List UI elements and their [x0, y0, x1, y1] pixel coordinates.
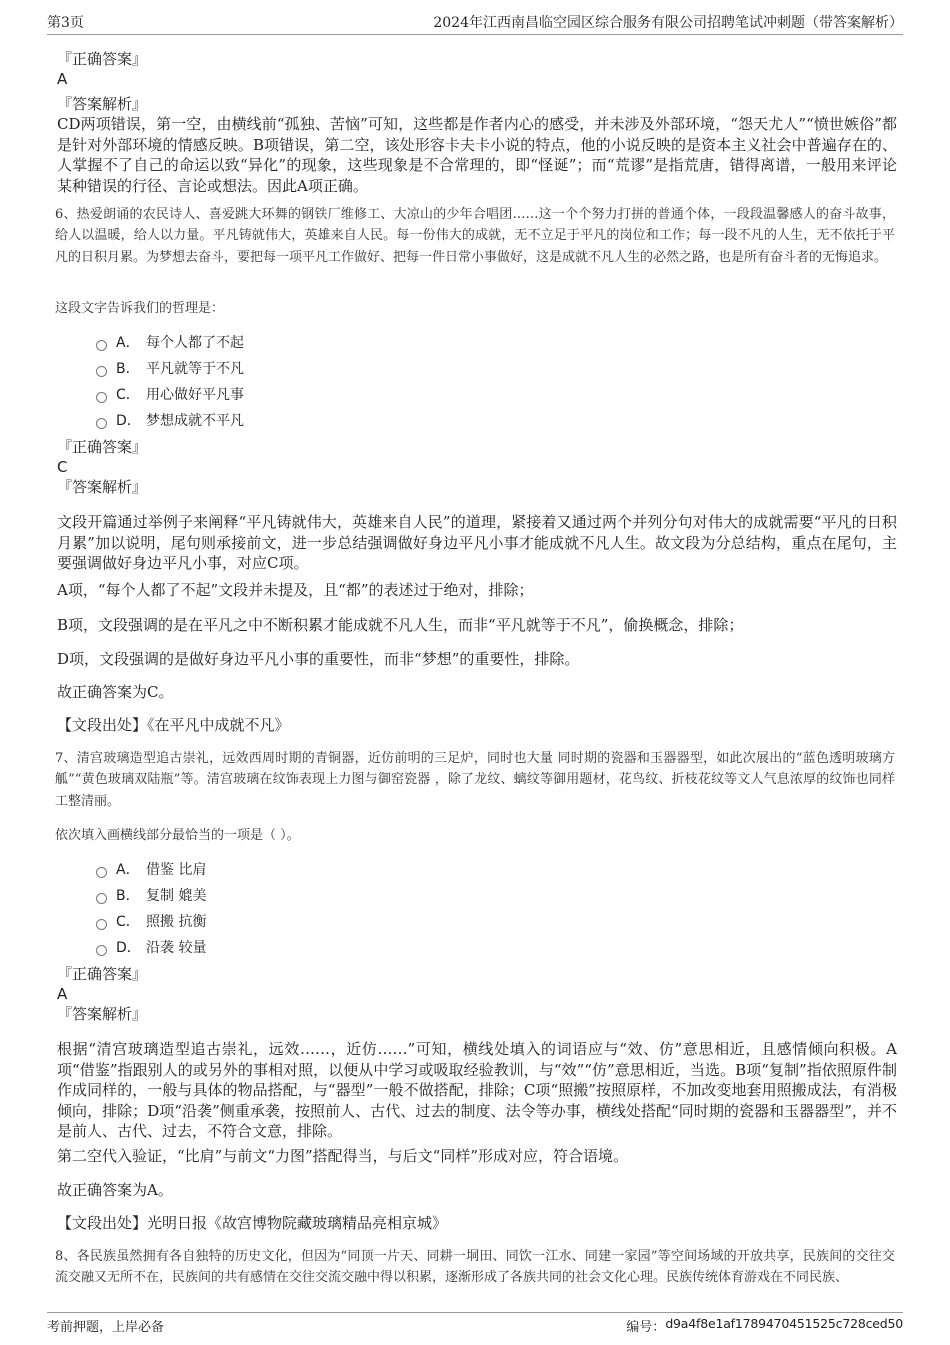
radio-icon[interactable]	[96, 867, 107, 878]
question-7-prompt: 依次填入画横线部分最恰当的一项是（ ）。	[55, 828, 300, 843]
footer-slogan: 考前押题，上岸必备	[47, 1320, 165, 1335]
footer-code	[626, 1316, 903, 1335]
option-label: C．	[116, 387, 140, 403]
option-text: 梦想成就不平凡	[146, 413, 244, 429]
option-text: 用心做好平凡事	[146, 387, 244, 403]
analysis-label: 『答案解析』	[57, 95, 148, 113]
option-text: 平凡就等于不凡	[146, 361, 244, 377]
radio-icon[interactable]	[96, 945, 107, 956]
q7-analysis-para-3: 故正确答案为A。	[57, 1181, 173, 1199]
q6-analysis-para-5: 故正确答案为C。	[57, 683, 174, 701]
option-label: B．	[116, 361, 140, 377]
q5-block	[57, 49, 897, 196]
answer-value: A	[57, 985, 68, 1003]
page-header	[47, 10, 903, 35]
answer-value: C	[57, 458, 68, 476]
option-label: D．	[116, 940, 141, 956]
option-label: A．	[116, 862, 140, 878]
radio-icon[interactable]	[96, 919, 107, 930]
q6-analysis-para-2: A项，“每个人都了不起”文段并未提及，且“都”的表述过于绝对，排除；	[57, 581, 534, 599]
q6-option-b[interactable]	[96, 358, 244, 378]
answer-value: A	[57, 70, 68, 88]
question-8-text: 8、各民族虽然拥有各自独特的历史文化，但因为“同顶一片天、同耕一垌田、同饮一江水、同建一家园”等空间场域的开放共享，民族间的交往交流交融又无所不在，民族间的共有感情在交往交流交融中得以积累，逐渐形成了各族共同的社会文化心理。民族传统体育游戏在不同民族、	[55, 1249, 895, 1286]
code-value: d9a4f8e1af1789470451525c728ced50	[665, 1316, 903, 1331]
question-6-prompt: 这段文字告诉我们的哲理是：	[55, 301, 225, 316]
q6-source: 【文段出处】《在平凡中成就不凡》	[57, 716, 290, 734]
q6-option-a[interactable]	[96, 332, 244, 352]
question-6-text: 6、热爱朗诵的农民诗人、喜爱跳大环舞的钢铁厂维修工、大凉山的少年合唱团……这一个个努力打拼的普通个体，一段段温馨感人的奋斗故事，给人以温暖，给人以力量。平凡铸就伟大，英雄来自人民。每一份伟大的成就，无不立足于平凡的岗位和工作；每一段不凡的人生，无不依托于平凡的日积月累。为梦想去奋斗，要把每一项平凡工作做好、把每一件日常小事做好，这是成就不凡人生的必然之路，也是所有奋斗者的无悔追求。	[55, 207, 895, 265]
option-label: C．	[116, 914, 140, 930]
page-number: 第3页	[47, 15, 84, 31]
analysis-text: CD两项错误，第一空，由横线前“孤独、苦恼”可知，这些都是作者内心的感受，并未涉及外部环境，“怨天尤人”“愤世嫉俗”都是针对外部环境的情感反映。B项错误，第二空，该处形容卡夫卡小说的特点，他的小说反映的是资本主义社会中普遍存在的、人掌握不了自己的命运以致“异化”的现象，这些现象是不合常理的，即“怪诞”；而“荒谬”是指荒唐，错得离谱，一般用来评论某种错误的行径、言论或想法。因此A项正确。	[57, 115, 897, 195]
q7-option-d[interactable]	[96, 937, 206, 957]
option-text: 复制 媲美	[146, 888, 207, 904]
q6-answer-block	[57, 437, 897, 497]
option-label: D．	[116, 413, 141, 429]
q7-option-c[interactable]	[96, 911, 206, 931]
radio-icon[interactable]	[96, 392, 107, 403]
answer-label: 『正确答案』	[57, 965, 148, 983]
q6-analysis-para-1: 文段开篇通过举例子来阐释“平凡铸就伟大，英雄来自人民”的道理，紧接着又通过两个并列分句对伟大的成就需要“平凡的日积月累”加以说明，尾句则承接前文，进一步总结强调做好身边平凡小事才能成就不凡人生。故文段为分总结构，重点在尾句，主要强调做好身边平凡小事，对应C项。	[57, 513, 897, 572]
radio-icon[interactable]	[96, 340, 107, 351]
code-label: 编号：	[626, 1320, 666, 1335]
q7-analysis-para-2: 第二空代入验证，“比肩”与前文“力图”搭配得当，与后文“同样”形成对应，符合语境。	[57, 1147, 629, 1165]
q7-option-b[interactable]	[96, 885, 206, 905]
page-footer	[47, 1312, 903, 1338]
q6-analysis-para-3: B项，文段强调的是在平凡之中不断积累才能成就不凡人生，而非“平凡就等于不凡”，偷换概念，排除；	[57, 616, 744, 634]
q6-option-d[interactable]	[96, 410, 244, 430]
document-title: 2024年江西南昌临空园区综合服务有限公司招聘笔试冲刺题（带答案解析）	[433, 15, 903, 31]
option-text: 沿袭 较量	[146, 940, 207, 956]
q7-answer-block	[57, 964, 897, 1024]
radio-icon[interactable]	[96, 418, 107, 429]
option-text: 借鉴 比肩	[146, 862, 207, 878]
radio-icon[interactable]	[96, 366, 107, 377]
q7-source: 【文段出处】光明日报《故宫博物院藏玻璃精品亮相京城》	[57, 1214, 448, 1232]
option-text: 照搬 抗衡	[146, 914, 207, 930]
radio-icon[interactable]	[96, 893, 107, 904]
analysis-label: 『答案解析』	[57, 1005, 148, 1023]
q7-option-a[interactable]	[96, 859, 206, 879]
q6-option-c[interactable]	[96, 384, 244, 404]
option-text: 每个人都了不起	[146, 335, 244, 351]
q7-analysis-para-1: 根据“清宫玻璃造型追古崇礼，远效……，近仿……”可知，横线处填入的词语应与“效、仿”意思相近，且感情倾向积极。A项“借鉴”指跟别人的或另外的事相对照，以便从中学习或吸取经验教训，与“效”“仿”意思相近，当选。B项“复制”指依照原件制作成同样的，一般与具体的物品搭配，与“器型”一般不做搭配，排除；C项“照搬”按照原样，不加改变地套用照搬成法，有消极倾向，排除；D项“沿袭”侧重承袭，按照前人、古代、过去的制度、法令等办事，横线处搭配“同时期的瓷器和玉器器型”，并不是前人、古代、过去，不符合文意，排除。	[57, 1040, 897, 1140]
question-7-text: 7、清宫玻璃造型追古崇礼，远效西周时期的青铜器，近仿前明的三足炉，同时也大量 同时期的瓷器和玉器器型，如此次展出的“蓝色透明玻璃方觚”“黄色玻璃双陆瓶”等。清宫玻璃在纹饰表现上力图与御窑瓷器 ，除了龙纹、螭纹等御用题材，花鸟纹、折枝花纹等文人气息浓厚的纹饰也同样工整清丽。	[55, 751, 895, 809]
option-label: A．	[116, 335, 140, 351]
answer-label: 『正确答案』	[57, 438, 148, 456]
q6-analysis-para-4: D项，文段强调的是做好身边平凡小事的重要性，而非“梦想”的重要性，排除。	[57, 650, 580, 668]
analysis-label: 『答案解析』	[57, 478, 148, 496]
option-label: B．	[116, 888, 140, 904]
answer-label: 『正确答案』	[57, 50, 148, 68]
